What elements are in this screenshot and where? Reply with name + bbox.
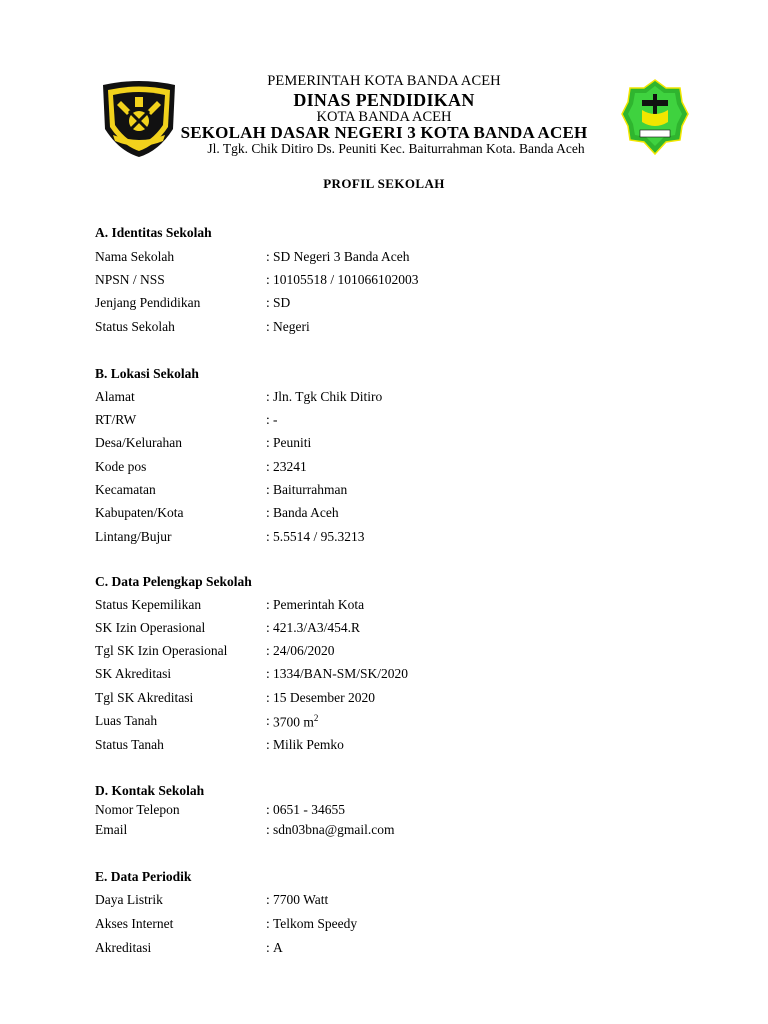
info-row [95,916,655,934]
row-colon: : [266,295,270,310]
info-row [95,892,655,910]
info-row [95,802,655,820]
row-value: - [273,412,278,427]
row-label: Kecamatan [95,482,156,497]
row-colon: : [266,643,270,658]
row-value: 1334/BAN-SM/SK/2020 [273,666,409,681]
row-label: SK Akreditasi [95,666,172,681]
header-government: PEMERINTAH KOTA BANDA ACEH [267,73,501,89]
row-colon: : [266,597,270,612]
info-row [95,482,655,500]
row-label: Tgl SK Akreditasi [95,690,194,705]
row-value: sdn03bna@gmail.com [273,822,395,837]
row-value: Banda Aceh [273,505,339,520]
row-colon: : [266,690,270,705]
section-c-title: C. Data Pelengkap Sekolah [95,574,252,589]
info-row [95,459,655,477]
row-colon: : [266,802,270,817]
document-title: PROFIL SEKOLAH [323,176,445,191]
info-row [95,272,655,290]
row-colon: : [266,666,270,681]
row-colon: : [266,459,270,474]
row-label: Email [95,822,128,837]
superscript: 2 [313,713,319,723]
info-row [95,319,655,337]
row-label: Tgl SK Izin Operasional [95,643,228,658]
section-d-title: D. Kontak Sekolah [95,783,205,798]
row-value-text: 3700 m [273,714,314,730]
row-value: SD Negeri 3 Banda Aceh [273,249,410,264]
info-row [95,249,655,267]
row-label: RT/RW [95,412,137,427]
row-colon: : [266,319,270,334]
info-row [95,643,655,661]
row-colon: : [266,737,270,752]
header-department: DINAS PENDIDIKAN [293,90,475,110]
info-row [95,295,655,313]
row-colon: : [266,916,270,931]
row-colon: : [266,412,270,427]
row-label: Kabupaten/Kota [95,505,184,520]
row-colon: : [266,529,270,544]
row-value: 7700 Watt [273,892,329,907]
info-row [95,940,655,958]
row-colon: : [266,892,270,907]
row-label: Daya Listrik [95,892,163,907]
row-label: Akses Internet [95,916,174,931]
row-colon: : [266,713,270,728]
row-colon: : [266,272,270,287]
row-label: Lintang/Bujur [95,529,172,544]
row-value: Peuniti [273,435,312,450]
row-value: Milik Pemko [273,737,344,752]
letterhead [0,0,768,170]
row-value [273,713,318,731]
info-row [95,505,655,523]
row-label: Status Kepemilikan [95,597,202,612]
info-row [95,666,655,684]
row-label: Nama Sekolah [95,249,175,264]
row-value: 15 Desember 2020 [273,690,375,705]
row-value: Negeri [273,319,310,334]
header-address: Jl. Tgk. Chik Ditiro Ds. Peuniti Kec. Baiturrahman Kota. Banda Aceh [207,141,585,156]
row-colon: : [266,482,270,497]
row-label: Nomor Telepon [95,802,180,817]
row-value: A [273,940,283,955]
row-value: 24/06/2020 [273,643,335,658]
row-label: Jenjang Pendidikan [95,295,201,310]
row-value: Jln. Tgk Chik Ditiro [273,389,383,404]
row-value: Baiturrahman [273,482,348,497]
info-row [95,620,655,638]
header-school-name: SEKOLAH DASAR NEGERI 3 KOTA BANDA ACEH [180,123,588,142]
row-colon: : [266,505,270,520]
row-value: 23241 [273,459,307,474]
row-colon: : [266,940,270,955]
row-value: Telkom Speedy [273,916,358,931]
row-label: Status Tanah [95,737,164,752]
row-label: NPSN / NSS [95,272,165,287]
header-city: KOTA BANDA ACEH [316,109,452,125]
info-row [95,822,655,840]
row-value: SD [273,295,291,310]
info-row [95,412,655,430]
info-row [95,690,655,708]
row-label: SK Izin Operasional [95,620,206,635]
row-label: Desa/Kelurahan [95,435,182,450]
info-row [95,529,655,547]
row-value: Pemerintah Kota [273,597,365,612]
row-label: Kode pos [95,459,147,474]
row-value: 0651 - 34655 [273,802,345,817]
row-colon: : [266,620,270,635]
row-colon: : [266,389,270,404]
row-value: 421.3/A3/454.R [273,620,361,635]
info-row [95,713,655,731]
info-row [95,435,655,453]
row-value: 5.5514 / 95.3213 [273,529,365,544]
section-b-title: B. Lokasi Sekolah [95,366,199,381]
row-label: Status Sekolah [95,319,175,334]
info-row [95,597,655,615]
row-colon: : [266,435,270,450]
row-value: 10105518 / 101066102003 [273,272,419,287]
section-a-title: A. Identitas Sekolah [95,225,212,240]
info-row [95,737,655,755]
info-row [95,389,655,407]
row-label: Luas Tanah [95,713,158,728]
section-e-title: E. Data Periodik [95,869,192,884]
row-label: Alamat [95,389,135,404]
row-colon: : [266,822,270,837]
row-label: Akreditasi [95,940,152,955]
row-colon: : [266,249,270,264]
